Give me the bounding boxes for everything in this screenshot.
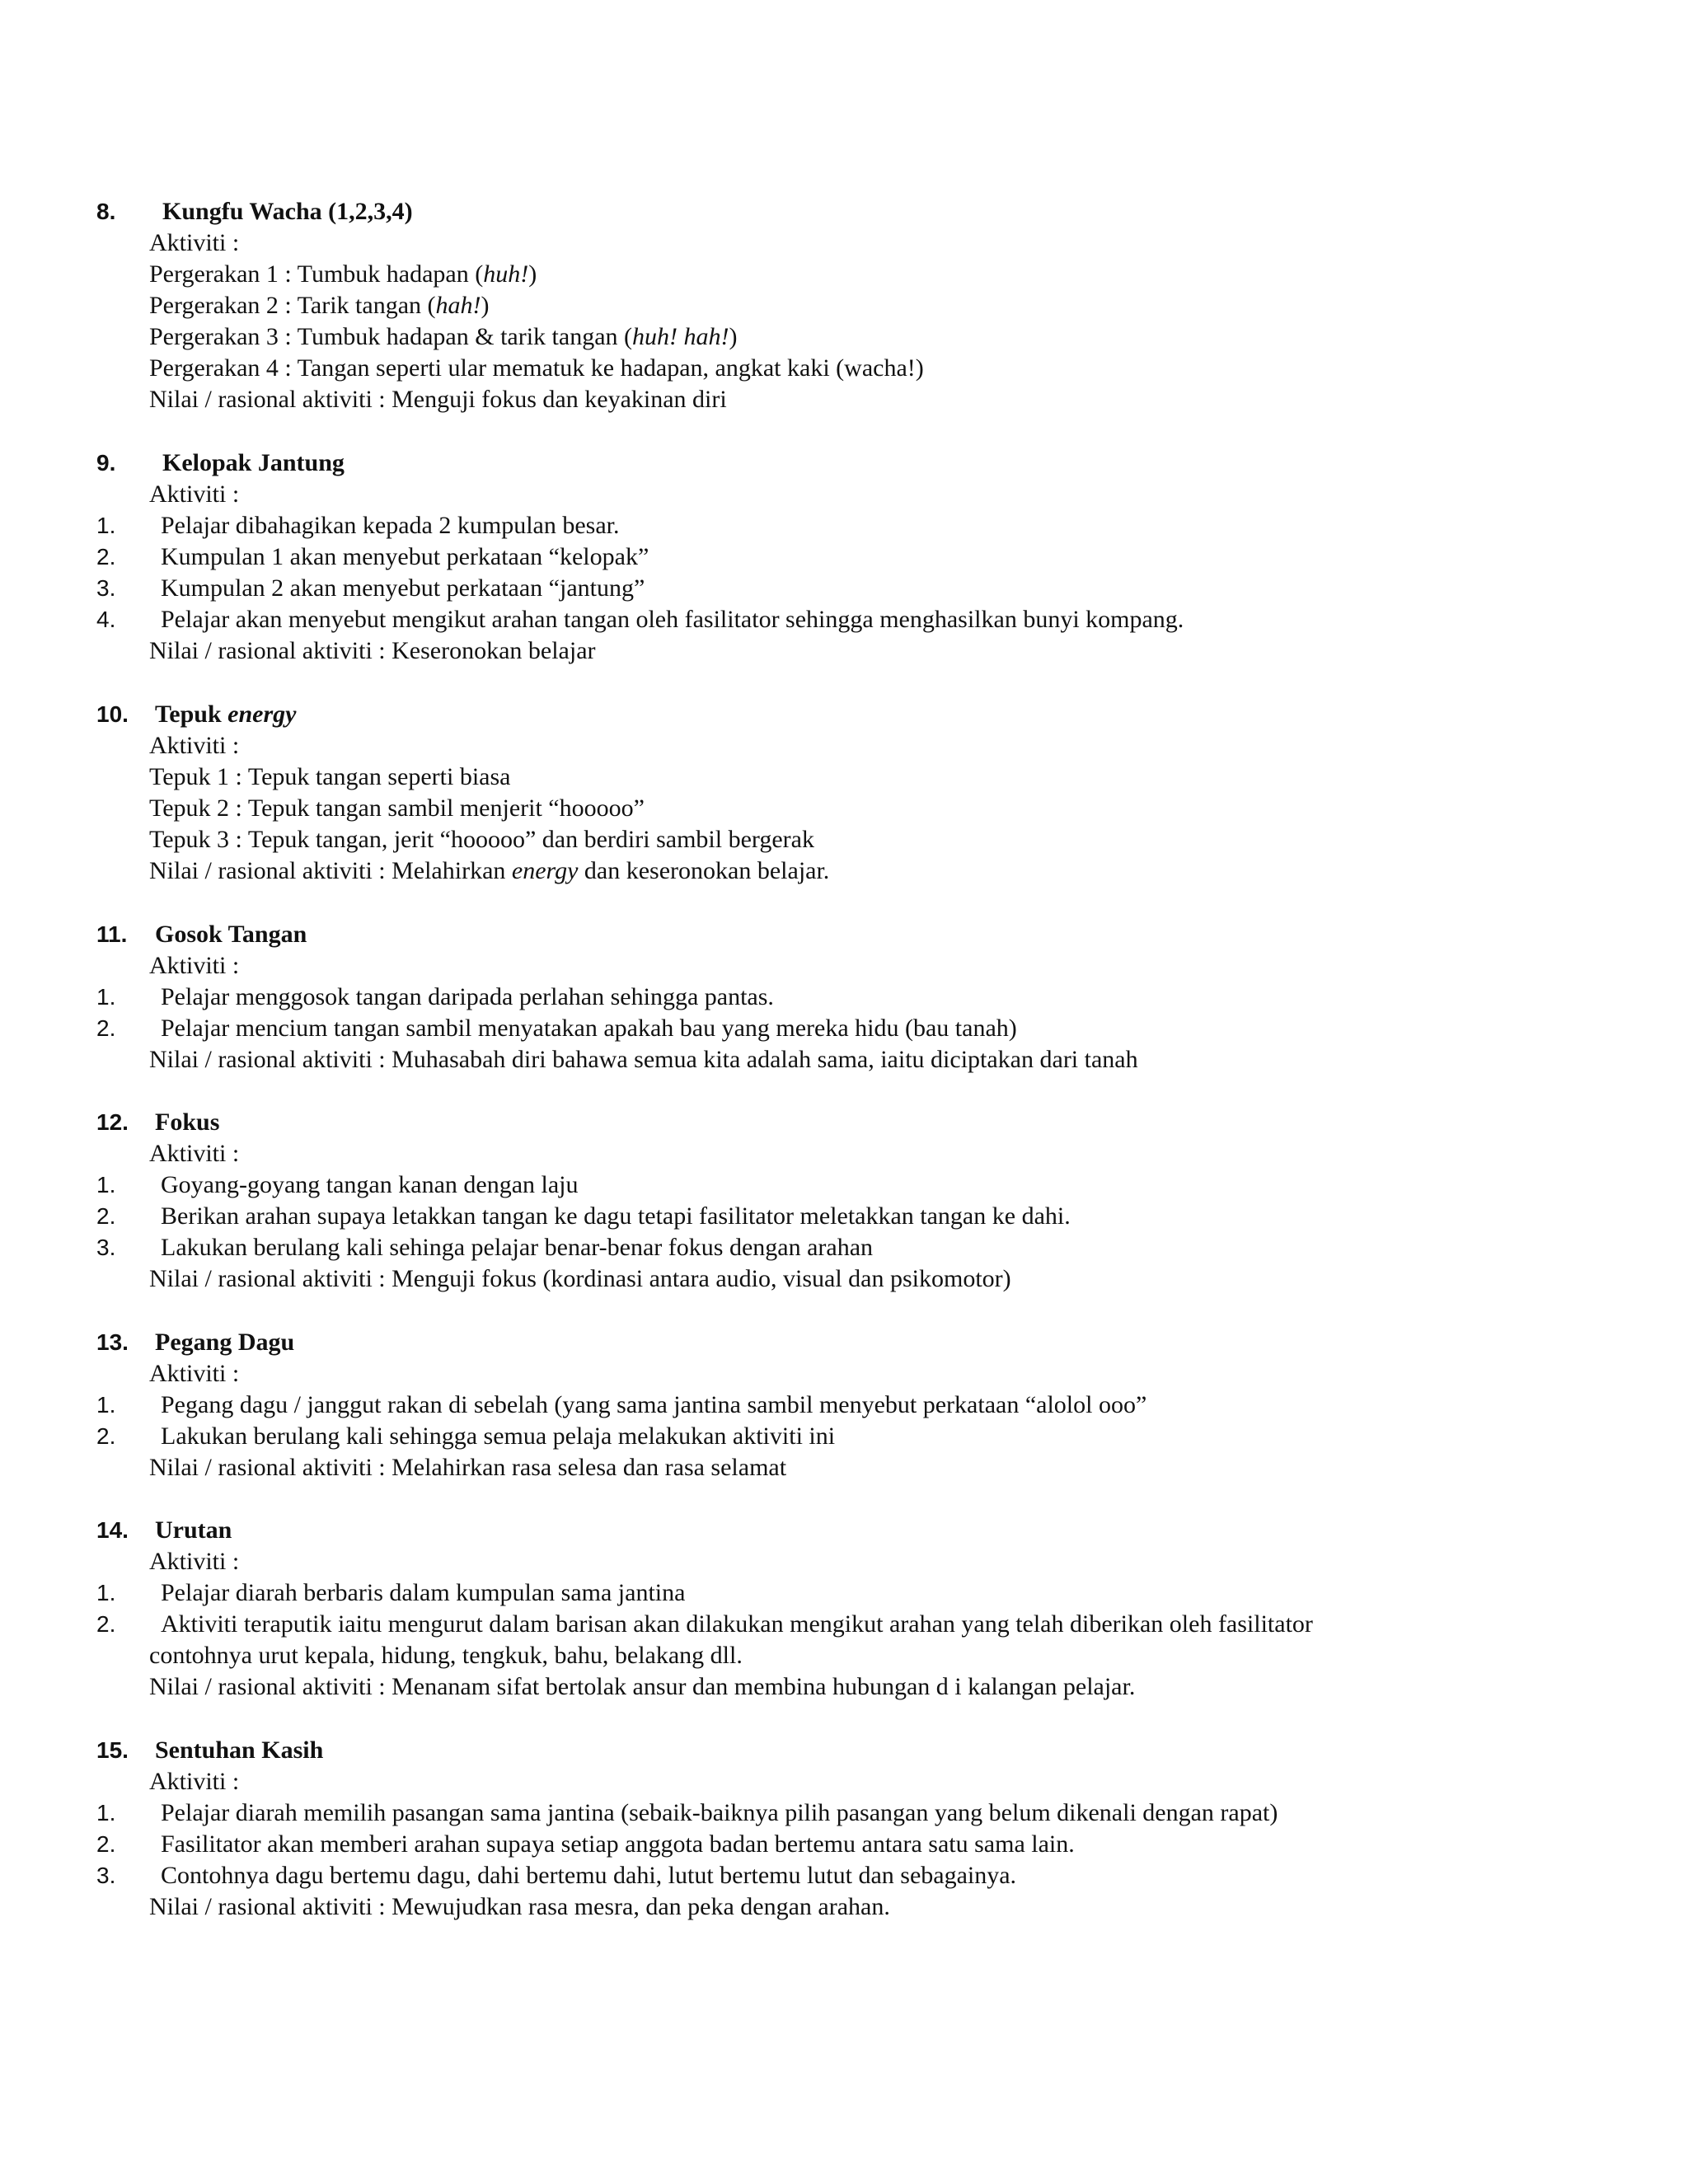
- item-number: 1.: [96, 1800, 116, 1825]
- value-line: Nilai / rasional aktiviti : Menguji fokus dan keyakinan diri: [149, 386, 727, 413]
- activity-line: Pergerakan 3 : Tumbuk hadapan & tarik tangan (huh! hah!): [149, 323, 738, 350]
- section-number: 14.: [96, 1517, 129, 1543]
- value-line: Nilai / rasional aktiviti : Muhasabah diri bahawa semua kita adalah sama, iaitu diciptakan dari tanah: [149, 1046, 1138, 1073]
- section-title: Sentuhan Kasih: [155, 1736, 324, 1764]
- item-number: 3.: [96, 1235, 116, 1260]
- activity-line: Pergerakan 2 : Tarik tangan (hah!): [149, 292, 490, 319]
- item-number: 2.: [96, 1611, 116, 1637]
- list-item-continuation: contohnya urut kepala, hidung, tengkuk, bahu, belakang dll.: [149, 1642, 743, 1669]
- activity-line: Pergerakan 1 : Tumbuk hadapan (huh!): [149, 260, 537, 288]
- list-item: Pelajar mencium tangan sambil menyatakan apakah bau yang mereka hidu (bau tanah): [161, 1015, 1017, 1042]
- section-title: Tepuk energy: [155, 701, 297, 728]
- activity-label: Aktiviti :: [149, 1768, 240, 1795]
- list-item: Fasilitator akan memberi arahan supaya setiap anggota badan bertemu antara satu sama lain.: [161, 1830, 1075, 1858]
- list-item: Pelajar dibahagikan kepada 2 kumpulan besar.: [161, 512, 620, 539]
- value-line: Nilai / rasional aktiviti : Menanam sifat bertolak ansur dan membina hubungan d i kalangan pelajar.: [149, 1673, 1136, 1700]
- item-number: 2.: [96, 1203, 116, 1229]
- list-item: Pelajar akan menyebut mengikut arahan tangan oleh fasilitator sehingga menghasilkan bunyi kompang.: [161, 606, 1184, 633]
- activity-line: Pergerakan 4 : Tangan seperti ular mematuk ke hadapan, angkat kaki (wacha!): [149, 354, 924, 382]
- list-item: Pelajar diarah berbaris dalam kumpulan sama jantina: [161, 1579, 686, 1606]
- item-number: 2.: [96, 1015, 116, 1041]
- activity-label: Aktiviti :: [149, 480, 240, 508]
- item-number: 3.: [96, 1863, 116, 1888]
- value-line: Nilai / rasional aktiviti : Melahirkan rasa selesa dan rasa selamat: [149, 1454, 787, 1481]
- item-number: 2.: [96, 544, 116, 569]
- section-title: Fokus: [155, 1108, 220, 1136]
- item-number: 1.: [96, 513, 116, 538]
- section-number: 15.: [96, 1737, 129, 1763]
- item-number: 1.: [96, 1580, 116, 1605]
- list-item: Kumpulan 1 akan menyebut perkataan “kelopak”: [161, 543, 649, 570]
- value-line: Nilai / rasional aktiviti : Melahirkan energy dan keseronokan belajar.: [149, 857, 830, 884]
- list-item: Pelajar menggosok tangan daripada perlahan sehingga pantas.: [161, 983, 774, 1010]
- activity-label: Aktiviti :: [149, 229, 240, 256]
- activity-label: Aktiviti :: [149, 1360, 240, 1387]
- activity-label: Aktiviti :: [149, 732, 240, 759]
- activity-line: Tepuk 2 : Tepuk tangan sambil menjerit “hooooo”: [149, 794, 645, 822]
- item-number: 1.: [96, 1172, 116, 1197]
- section-number: 11.: [96, 921, 128, 947]
- value-line: Nilai / rasional aktiviti : Mewujudkan rasa mesra, dan peka dengan arahan.: [149, 1893, 890, 1920]
- list-item: Pelajar diarah memilih pasangan sama jantina (sebaik-baiknya pilih pasangan yang belum dikenali dengan rapat): [161, 1799, 1278, 1826]
- item-number: 1.: [96, 984, 116, 1010]
- list-item: Aktiviti teraputik iaitu mengurut dalam barisan akan dilakukan mengikut arahan yang telah diberikan oleh fasilitator: [161, 1610, 1313, 1638]
- list-item: Pegang dagu / janggut rakan di sebelah (yang sama jantina sambil menyebut perkataan “alolol ooo”: [161, 1391, 1147, 1418]
- list-item: Lakukan berulang kali sehingga semua pelaja melakukan aktiviti ini: [161, 1422, 836, 1450]
- value-line: Nilai / rasional aktiviti : Keseronokan belajar: [149, 637, 596, 664]
- section-title: Kungfu Wacha (1,2,3,4): [162, 198, 413, 225]
- section-title: Kelopak Jantung: [162, 449, 345, 476]
- section-number: 12.: [96, 1109, 129, 1135]
- section-number: 9.: [96, 450, 116, 476]
- section-number: 10.: [96, 701, 129, 727]
- list-item: Berikan arahan supaya letakkan tangan ke dagu tetapi fasilitator meletakkan tangan ke dahi.: [161, 1202, 1071, 1230]
- item-number: 4.: [96, 607, 116, 632]
- activity-line: Tepuk 1 : Tepuk tangan seperti biasa: [149, 763, 511, 790]
- activity-label: Aktiviti :: [149, 1140, 240, 1167]
- activity-label: Aktiviti :: [149, 1548, 240, 1575]
- value-line: Nilai / rasional aktiviti : Menguji fokus (kordinasi antara audio, visual dan psikomotor): [149, 1265, 1011, 1292]
- item-number: 3.: [96, 575, 116, 601]
- list-item: Lakukan berulang kali sehinga pelajar benar-benar fokus dengan arahan: [161, 1234, 874, 1261]
- item-number: 2.: [96, 1831, 116, 1857]
- item-number: 1.: [96, 1392, 116, 1418]
- section-title: Pegang Dagu: [155, 1329, 295, 1356]
- list-item: Contohnya dagu bertemu dagu, dahi bertemu dahi, lutut bertemu lutut dan sebagainya.: [161, 1862, 1017, 1889]
- section-number: 13.: [96, 1329, 129, 1355]
- list-item: Kumpulan 2 akan menyebut perkataan “jantung”: [161, 574, 645, 602]
- section-title: Gosok Tangan: [155, 921, 307, 948]
- section-title: Urutan: [155, 1516, 232, 1544]
- list-item: Goyang-goyang tangan kanan dengan laju: [161, 1171, 579, 1198]
- item-number: 2.: [96, 1423, 116, 1449]
- activity-line: Tepuk 3 : Tepuk tangan, jerit “hooooo” dan berdiri sambil bergerak: [149, 826, 814, 853]
- section-number: 8.: [96, 199, 116, 224]
- activity-label: Aktiviti :: [149, 952, 240, 979]
